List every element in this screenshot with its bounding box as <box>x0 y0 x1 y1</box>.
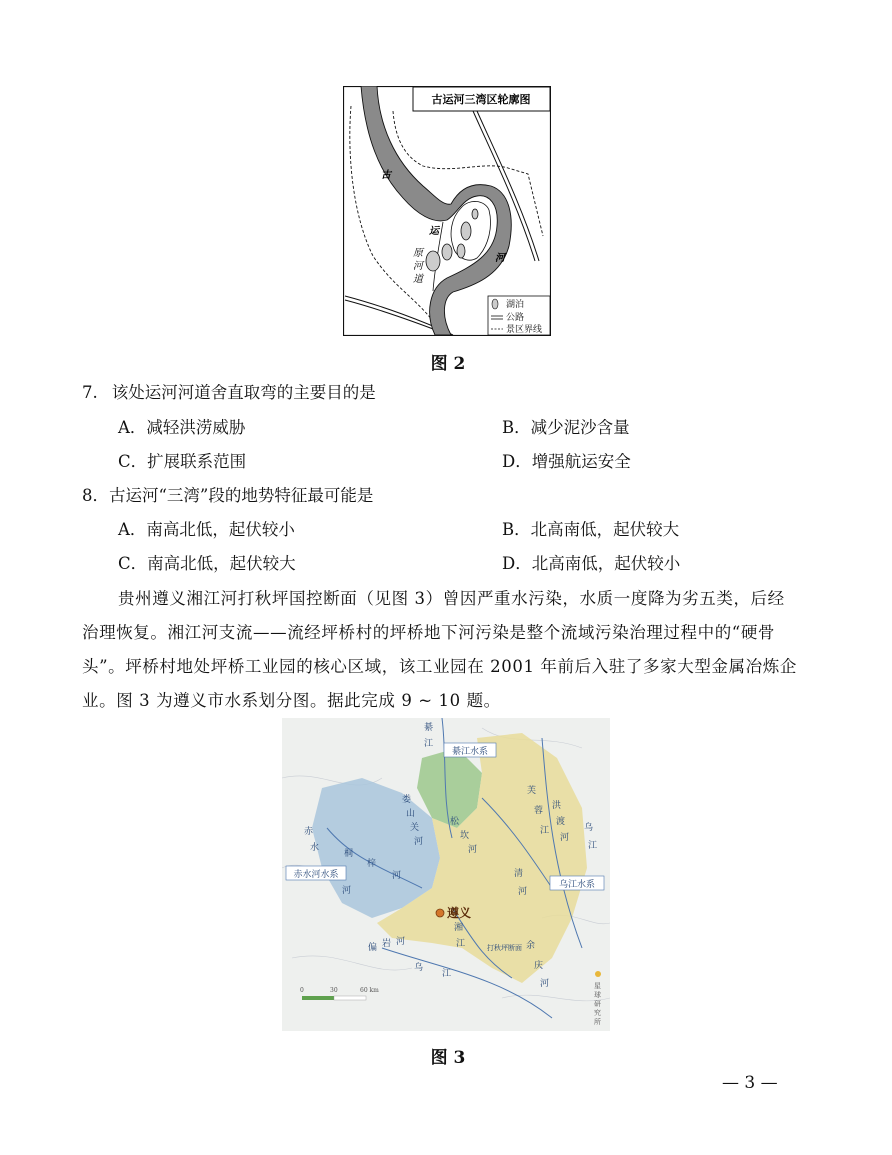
wujiang-system-label: 乌江水系 <box>558 880 596 890</box>
river-char-gu: 古 <box>381 170 391 181</box>
svg-text:河: 河 <box>396 937 406 947</box>
svg-text:余: 余 <box>526 941 536 951</box>
daqiuping-label: 打秋坪断面 <box>487 944 522 952</box>
canal-outline-map <box>343 86 551 336</box>
question-8-option-b: B．北高南低，起伏较大 <box>502 520 680 539</box>
passage-line-2: 治理恢复。湘江河支流——流经坪桥村的坪桥地下河污染是整个流域污染治理过程中的“硬骨 <box>82 623 776 642</box>
old-channel-char-2: 河 <box>413 261 423 272</box>
svg-text:江: 江 <box>442 969 452 979</box>
old-channel-char-1: 原 <box>413 248 423 259</box>
question-7-option-a: A．减轻洪涝威胁 <box>118 418 246 437</box>
svg-text:偏: 偏 <box>368 943 378 953</box>
question-8-stem <box>82 486 373 506</box>
svg-text:关: 关 <box>410 823 420 833</box>
zunyi-label: 遵义 <box>447 906 472 920</box>
svg-text:研: 研 <box>594 1000 601 1008</box>
svg-text:庆: 庆 <box>534 961 544 971</box>
svg-text:河: 河 <box>414 837 424 847</box>
svg-text:所: 所 <box>594 1018 601 1026</box>
figure-3 <box>282 718 610 1031</box>
svg-text:洪: 洪 <box>552 801 562 811</box>
svg-text:星: 星 <box>594 982 601 990</box>
svg-text:渡: 渡 <box>556 817 566 827</box>
passage-line-4: 业。图 3 为遵义市水系划分图。据此完成 9 ~ 10 题。 <box>82 691 501 710</box>
svg-text:湘: 湘 <box>454 923 464 933</box>
svg-text:江: 江 <box>424 739 434 749</box>
passage-line-1: 贵州遵义湘江河打秋坪国控断面（见图 3）曾因严重水污染，水质一度降为劣五类，后经 <box>118 589 785 608</box>
qijiang-system-label: 綦江水系 <box>451 747 489 757</box>
chishui-system-label: 赤水河水系 <box>293 870 339 880</box>
inset-title: 古运河三湾区轮廓图 <box>431 93 531 106</box>
scale-max: 60 km <box>360 987 379 994</box>
svg-text:江: 江 <box>540 826 550 836</box>
svg-text:桐: 桐 <box>344 849 354 859</box>
svg-text:河: 河 <box>392 871 402 881</box>
question-number: 8． <box>82 486 109 505</box>
question-8-option-c: C．南高北低，起伏较大 <box>118 554 296 573</box>
river-char-he: 河 <box>495 253 505 264</box>
legend-road: 公路 <box>506 313 525 323</box>
svg-text:乌: 乌 <box>414 963 424 973</box>
svg-text:球: 球 <box>594 991 601 999</box>
svg-text:乌: 乌 <box>584 823 594 833</box>
figure-2-caption: 图 2 <box>430 354 466 374</box>
svg-text:梓: 梓 <box>367 859 377 869</box>
question-text: 古运河“三湾”段的地势特征最可能是 <box>109 486 374 505</box>
question-text: 该处运河河道舍直取弯的主要目的是 <box>111 383 376 402</box>
svg-text:山: 山 <box>406 809 416 819</box>
question-8-option-d: D．北高南低，起伏较小 <box>502 554 681 573</box>
question-7-option-d: D．增强航运安全 <box>502 452 631 471</box>
scale-mid: 30 <box>330 987 338 994</box>
question-number: 7. <box>82 383 98 402</box>
legend-lake: 湖泊 <box>506 300 525 310</box>
river-char-yun: 运 <box>429 226 439 237</box>
question-7-option-b: B．减少泥沙含量 <box>502 418 630 437</box>
svg-text:河: 河 <box>342 886 352 896</box>
svg-text:河: 河 <box>540 979 550 989</box>
svg-text:蓉: 蓉 <box>534 806 544 816</box>
svg-text:芙: 芙 <box>527 786 537 796</box>
question-8-option-a: A．南高北低，起伏较小 <box>118 520 295 539</box>
svg-text:江: 江 <box>456 939 466 949</box>
svg-text:綦: 綦 <box>424 723 434 733</box>
figure-2 <box>343 86 551 336</box>
figure-3-caption: 图 3 <box>430 1048 466 1068</box>
svg-text:娄: 娄 <box>402 795 412 805</box>
svg-text:河: 河 <box>560 833 570 843</box>
svg-text:河: 河 <box>518 887 528 897</box>
passage-line-3: 头”。坪桥村地处坪桥工业园的核心区域，该工业园在 2001 年前后入驻了多家大型金属冶炼企 <box>82 657 797 676</box>
old-channel-char-3: 道 <box>413 274 423 285</box>
scale-zero: 0 <box>300 987 304 994</box>
svg-text:江: 江 <box>588 841 598 851</box>
legend-boundary: 景区界线 <box>506 325 543 335</box>
question-7-stem <box>82 383 376 403</box>
svg-text:水: 水 <box>310 843 320 853</box>
zunyi-water-system-map <box>282 718 610 1031</box>
page-number: — 3 — <box>722 1073 778 1093</box>
svg-text:清: 清 <box>514 869 524 879</box>
svg-text:究: 究 <box>594 1009 601 1017</box>
svg-text:河: 河 <box>468 845 478 855</box>
svg-text:坎: 坎 <box>460 831 470 841</box>
svg-text:松: 松 <box>450 817 460 827</box>
svg-text:岩: 岩 <box>382 939 392 949</box>
question-7-option-c: C．扩展联系范围 <box>118 452 247 471</box>
svg-text:赤: 赤 <box>304 827 314 837</box>
